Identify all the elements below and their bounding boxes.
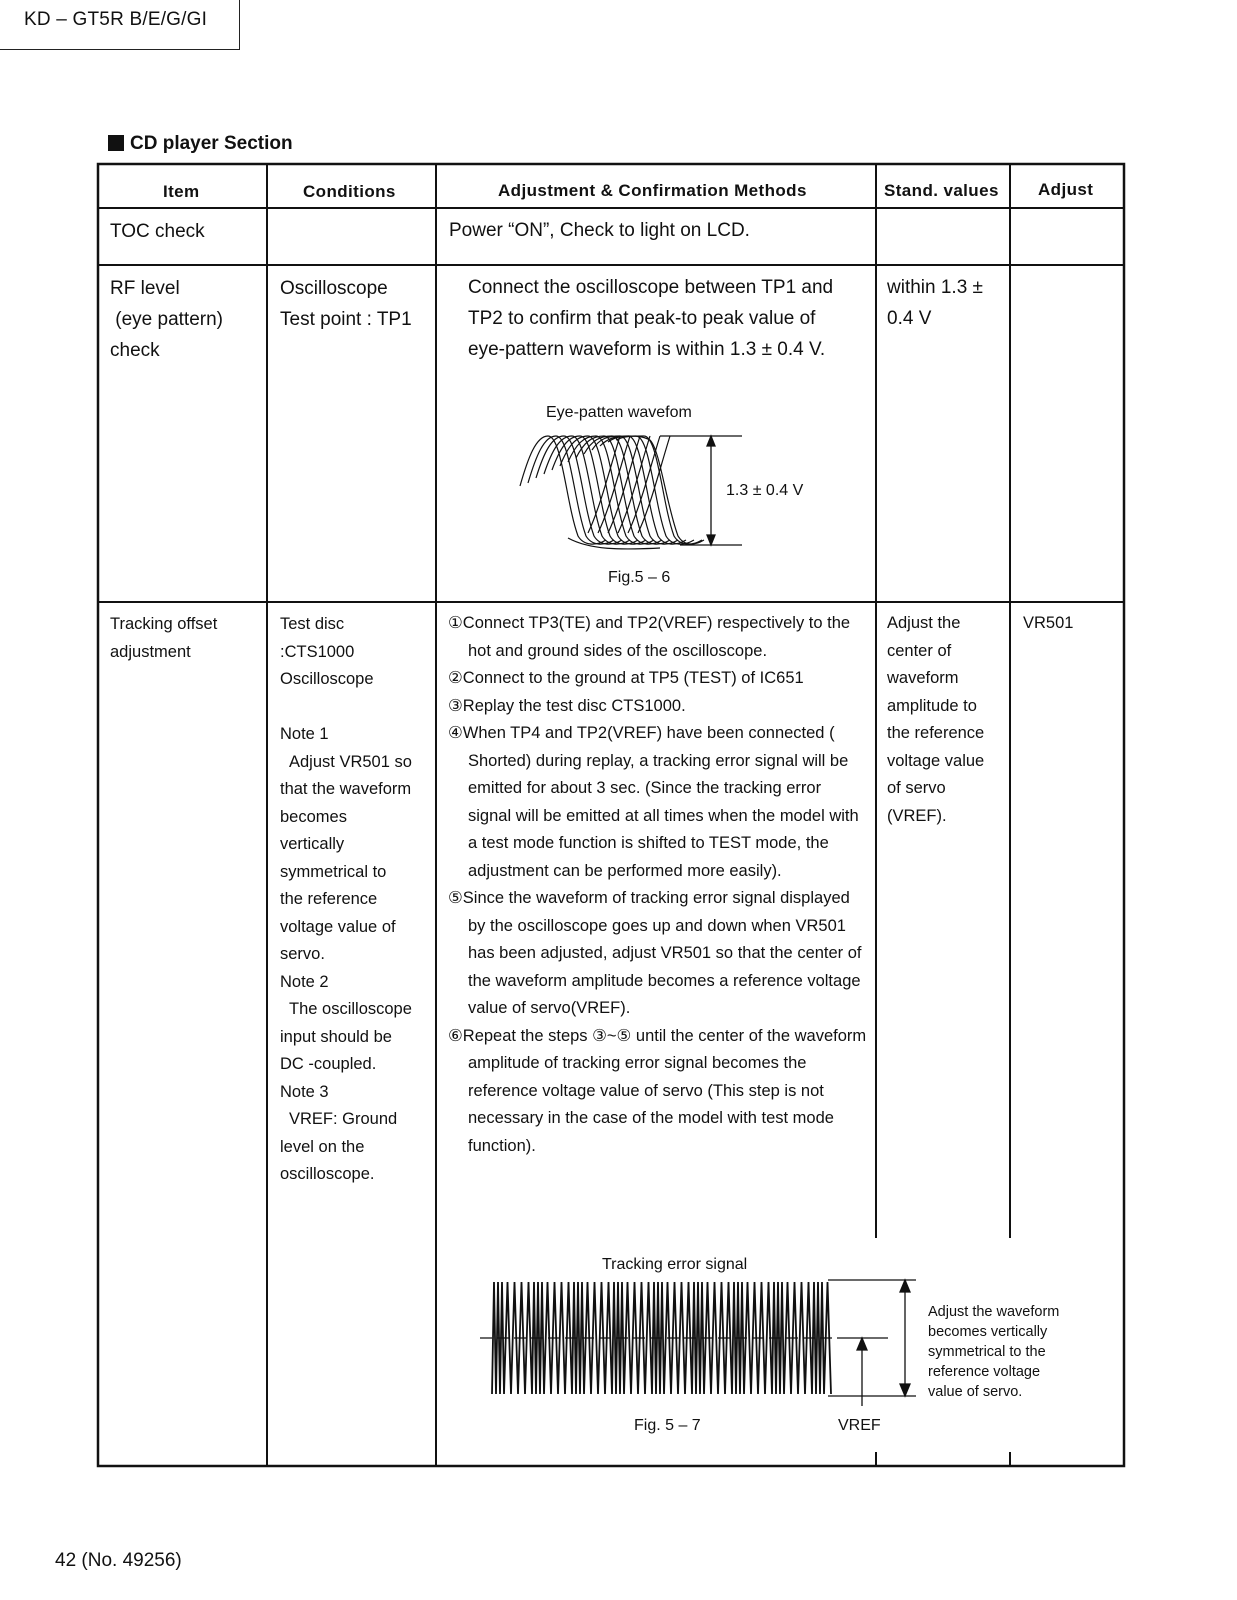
note-3-label: Note 3 (280, 1082, 329, 1101)
tracking-steps (448, 610, 868, 1160)
step-4: ④When TP4 and TP2(VREF) have been connected ( Shorted) during replay, a tracking error signal will be emitted for about 3 sec. (Since the tracking error signal will be emitted at all times when the model with a test mode function is shifted to TEST mode, the adjustment can be performed more easily). (448, 724, 859, 880)
header-adjust: Adjust (1038, 180, 1094, 199)
header-item: Item (163, 182, 200, 201)
rf-item: RF level (eye pattern) check (110, 278, 223, 361)
note-1-label: Note 1 (280, 725, 329, 743)
tracking-conditions: Test disc :CTS1000 Oscilloscope Note 1 Adjust VR501 so that the waveform becomes vertically symmetrical to the reference voltage value of servo. Note 2 The oscilloscope input should be DC -coupled. Note 3 VREF: Ground level on the oscilloscope. (280, 611, 430, 1189)
rf-method: Connect the oscilloscope between TP1 and TP2 to confirm that peak-to peak value of eye-pattern waveform is within 1.3 ± 0.4 V. (468, 277, 834, 360)
section-title: CD player Section (108, 133, 293, 155)
tracking-stand-value: Adjust the center of waveform amplitude to the reference voltage value of servo (VREF). (887, 614, 985, 825)
step-1: ①Connect TP3(TE) and TP2(VREF) respectively to the hot and ground sides of the oscilloscope. (448, 614, 851, 660)
tracking-item: Tracking offset adjustment (110, 615, 218, 661)
header-stand-values: Stand. values (884, 181, 999, 200)
vref-label: VREF (838, 1417, 881, 1434)
tracking-figure-title: Tracking error signal (602, 1256, 748, 1273)
header-conditions: Conditions (303, 182, 396, 201)
eye-pattern-figure (510, 428, 760, 558)
tracking-figure-caption: Fig. 5 – 7 (634, 1417, 701, 1434)
eye-pattern-caption: Fig.5 – 6 (608, 569, 671, 586)
doc-header: KD – GT5R B/E/G/GI (24, 9, 208, 30)
step-3: ③Replay the test disc CTS1000. (448, 696, 686, 715)
page-footer: 42 (No. 49256) (55, 1550, 182, 1571)
tracking-figure-note: Adjust the waveform becomes vertically symmetrical to the reference voltage value of servo. (928, 1304, 1060, 1400)
toc-item: TOC check (110, 221, 205, 242)
step-2: ②Connect to the ground at TP5 (TEST) of IC651 (448, 669, 804, 687)
header-methods: Adjustment & Confirmation Methods (498, 181, 807, 200)
rf-stand-value: within 1.3 ± 0.4 V (887, 277, 983, 329)
rf-conditions: Oscilloscope Test point : TP1 (280, 278, 412, 330)
eye-pattern-title: Eye-patten wavefom (546, 404, 692, 421)
note-2-label: Note 2 (280, 972, 329, 991)
eye-pattern-amplitude: 1.3 ± 0.4 V (726, 482, 804, 499)
toc-method: Power “ON”, Check to light on LCD. (449, 220, 750, 241)
tracking-adjust: VR501 (1023, 614, 1074, 632)
step-6: ⑥Repeat the steps ③~⑤ until the center of the waveform amplitude of tracking error signal becomes the reference voltage value of servo (This step is not necessary in the case of the model with test mode function). (448, 1026, 867, 1155)
step-5: ⑤Since the waveform of tracking error signal displayed by the oscilloscope goes up and down when VR501 has been adjusted, adjust VR501 so that the center of the waveform amplitude becomes a reference voltage value of servo(VREF). (448, 889, 862, 1017)
tracking-error-figure (478, 1276, 918, 1406)
